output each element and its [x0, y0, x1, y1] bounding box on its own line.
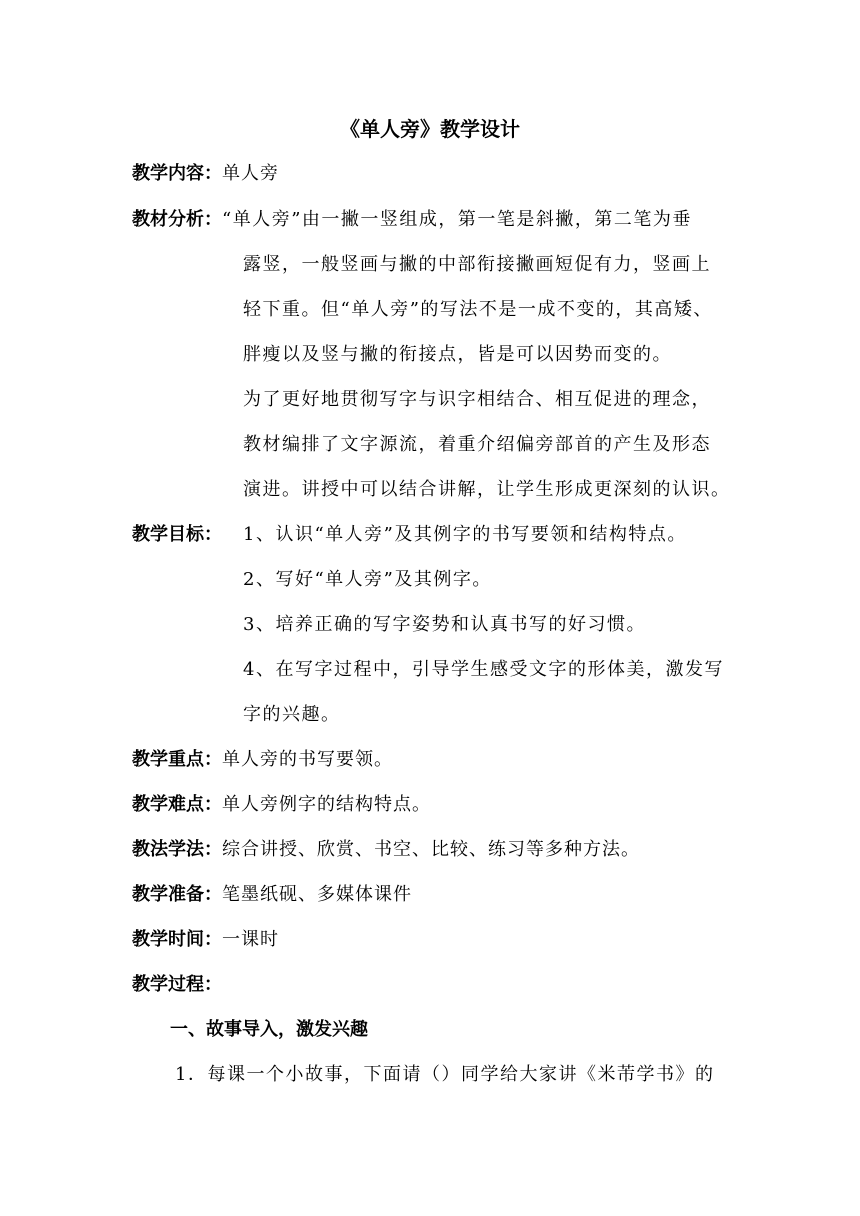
difficulty-value: 单人旁例字的结构特点。 — [222, 794, 431, 815]
analysis-label: 教材分析： — [132, 209, 222, 230]
analysis-row — [132, 208, 692, 232]
analysis-line: 为了更好地贯彻写字与识字相结合、相互促进的理念， — [243, 389, 711, 410]
analysis-line: 教材编排了文字源流，着重介绍偏旁部首的产生及形态 — [243, 434, 711, 455]
process-label: 教学过程： — [132, 974, 222, 995]
goal-item: 字的兴趣。 — [243, 704, 341, 725]
process-row — [132, 973, 222, 997]
methods-label: 教法学法： — [132, 839, 222, 860]
section-heading: 一、故事导入，激发兴趣 — [170, 1019, 368, 1040]
preparation-label: 教学准备： — [132, 884, 222, 905]
analysis-line: 露竖，一般竖画与撇的中部衔接撇画短促有力，竖画上 — [243, 254, 711, 275]
time-label: 教学时间： — [132, 929, 222, 950]
difficulty-row — [132, 793, 431, 817]
difficulty-label: 教学难点： — [132, 794, 222, 815]
preparation-row — [132, 883, 412, 907]
time-value: 一课时 — [222, 929, 279, 950]
paragraph-line: 1．每课一个小故事，下面请（）同学给大家讲《米芾学书》的 — [175, 1064, 715, 1085]
content-row — [132, 162, 279, 186]
content-value: 单人旁 — [222, 163, 279, 184]
goal-item: 1、认识“单人旁”及其例字的书写要领和结构特点。 — [243, 524, 687, 545]
page-title: 《单人旁》教学设计 — [340, 117, 520, 141]
preparation-value: 笔墨纸砚、多媒体课件 — [222, 884, 412, 905]
goals-label: 教学目标： — [132, 524, 222, 545]
analysis-line: 胖瘦以及竖与撇的衔接点，皆是可以因势而变的。 — [243, 344, 672, 365]
goal-item: 2、写好“单人旁”及其例字。 — [243, 569, 492, 590]
time-row — [132, 928, 279, 952]
methods-row — [132, 838, 640, 862]
analysis-line: “单人旁”由一撇一竖组成，第一笔是斜撇，第二笔为垂 — [222, 209, 692, 230]
goal-item: 4、在写字过程中，引导学生感受文字的形体美，激发写 — [243, 659, 724, 680]
analysis-line: 轻下重。但“单人旁”的写法不是一成不变的，其高矮、 — [243, 299, 713, 320]
goal-item: 3、培养正确的写字姿势和认真书写的好习惯。 — [243, 614, 646, 635]
key-point-row — [132, 748, 393, 772]
analysis-line: 演进。讲授中可以结合讲解，让学生形成更深刻的认识。 — [243, 479, 731, 500]
key-point-value: 单人旁的书写要领。 — [222, 749, 393, 770]
content-label: 教学内容： — [132, 163, 222, 184]
key-point-label: 教学重点： — [132, 749, 222, 770]
methods-value: 综合讲授、欣赏、书空、比较、练习等多种方法。 — [222, 839, 640, 860]
